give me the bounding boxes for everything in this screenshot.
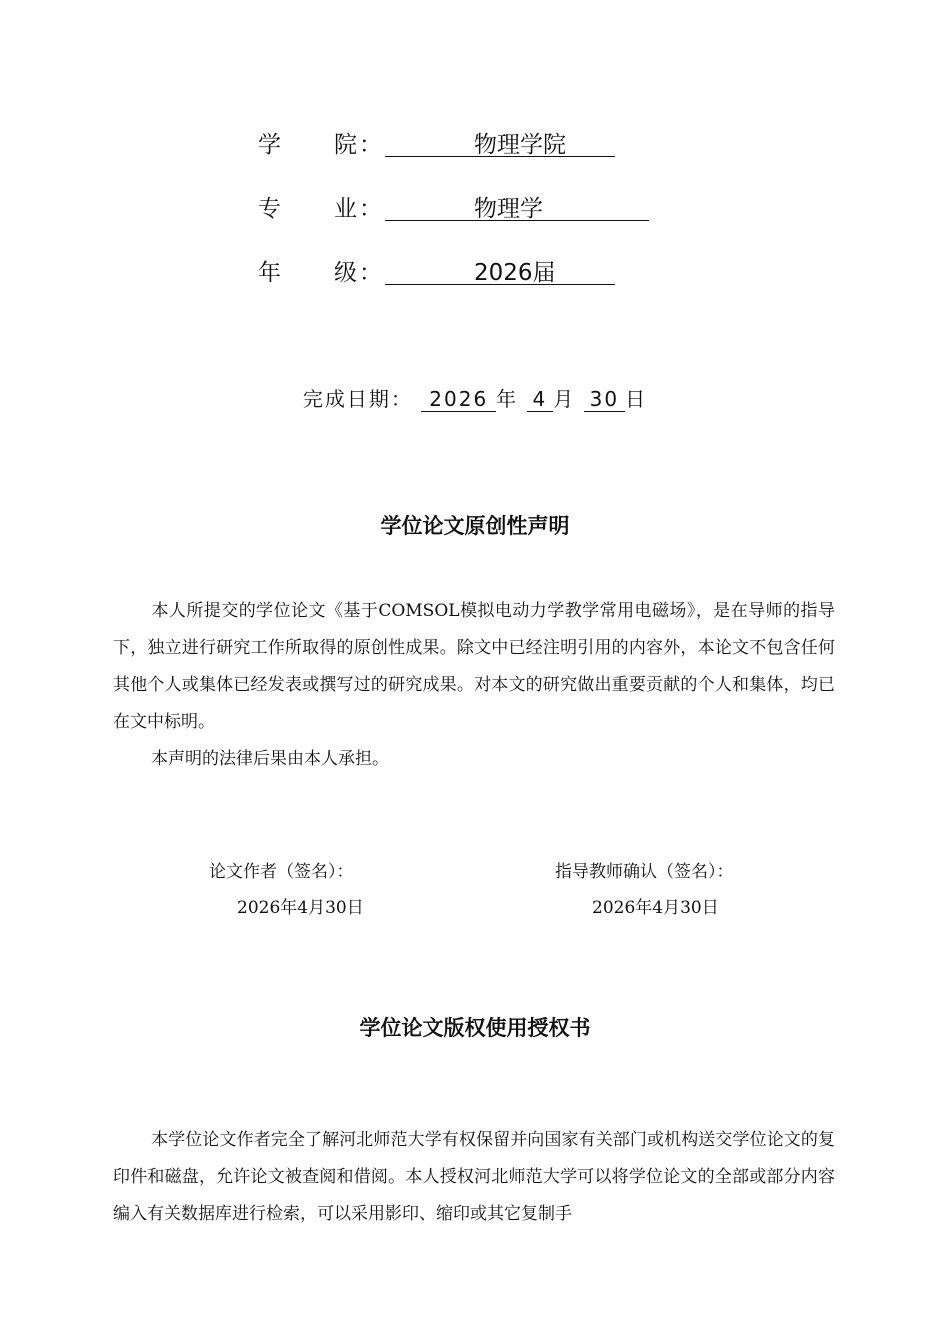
originality-title: 学位论文原创性声明: [380, 514, 570, 538]
originality-paragraph-1: [113, 593, 835, 741]
grade-colon: ：: [359, 260, 382, 286]
advisor-signature-label: 指导教师确认（签名）：: [555, 862, 734, 882]
copyright-title: 学位论文版权使用授权书: [359, 1016, 591, 1040]
copyright-paragraph: [113, 1122, 835, 1242]
completion-day-unit: 日: [625, 387, 648, 411]
completion-month: 4: [527, 387, 554, 412]
author-signature-label: 论文作者（签名）：: [209, 862, 354, 882]
originality-paragraph-2-text: 本声明的法律后果由本人承担。: [151, 749, 389, 769]
grade-field: [385, 254, 615, 285]
advisor-signature-date: 2026年4月30日: [592, 898, 719, 918]
completion-year: 2026: [421, 387, 496, 412]
major-label-char1: 专: [258, 196, 281, 222]
grade-label-char2: 级: [334, 260, 357, 286]
college-value: 物理学院: [474, 132, 566, 158]
grade-label-char1: 年: [258, 260, 281, 286]
major-field: [385, 190, 649, 221]
major-colon: ：: [359, 196, 382, 222]
college-colon: ：: [359, 132, 382, 158]
completion-date-label: 完成日期：: [302, 387, 413, 411]
copyright-paragraph-text: 本学位论文作者完全了解河北师范大学有权保留并向国家有关部门或机构送交学位论文的复印件和磁盘，允许论文被查阅和借阅。本人授权河北师范大学可以将学位论文的全部或部分内容编入有关数据库进行检索，可以采用影印、缩印或其它复制手: [113, 1130, 835, 1224]
major-value: 物理学: [474, 196, 543, 222]
college-label-char1: 学: [258, 132, 281, 158]
college-field: [385, 126, 615, 157]
grade-value: 2026届: [474, 260, 556, 286]
completion-day: 30: [584, 387, 625, 412]
college-label-char2: 院: [334, 132, 357, 158]
major-label-char2: 业: [334, 196, 357, 222]
originality-paragraph-1-text: 本人所提交的学位论文《基于COMSOL模拟电动力学教学常用电磁场》，是在导师的指导下，独立进行研究工作所取得的原创性成果。除文中已经注明引用的内容外，本论文不包含任何其他个人或集体已经发表或撰写过的研究成果。对本文的研究做出重要贡献的个人和集体，均已在文中标明。: [113, 601, 835, 732]
completion-date: [0, 383, 950, 412]
author-signature-date: 2026年4月30日: [237, 898, 364, 918]
completion-year-unit: 年: [496, 387, 519, 411]
completion-month-unit: 月: [553, 387, 576, 411]
originality-paragraph-2: [113, 741, 835, 778]
